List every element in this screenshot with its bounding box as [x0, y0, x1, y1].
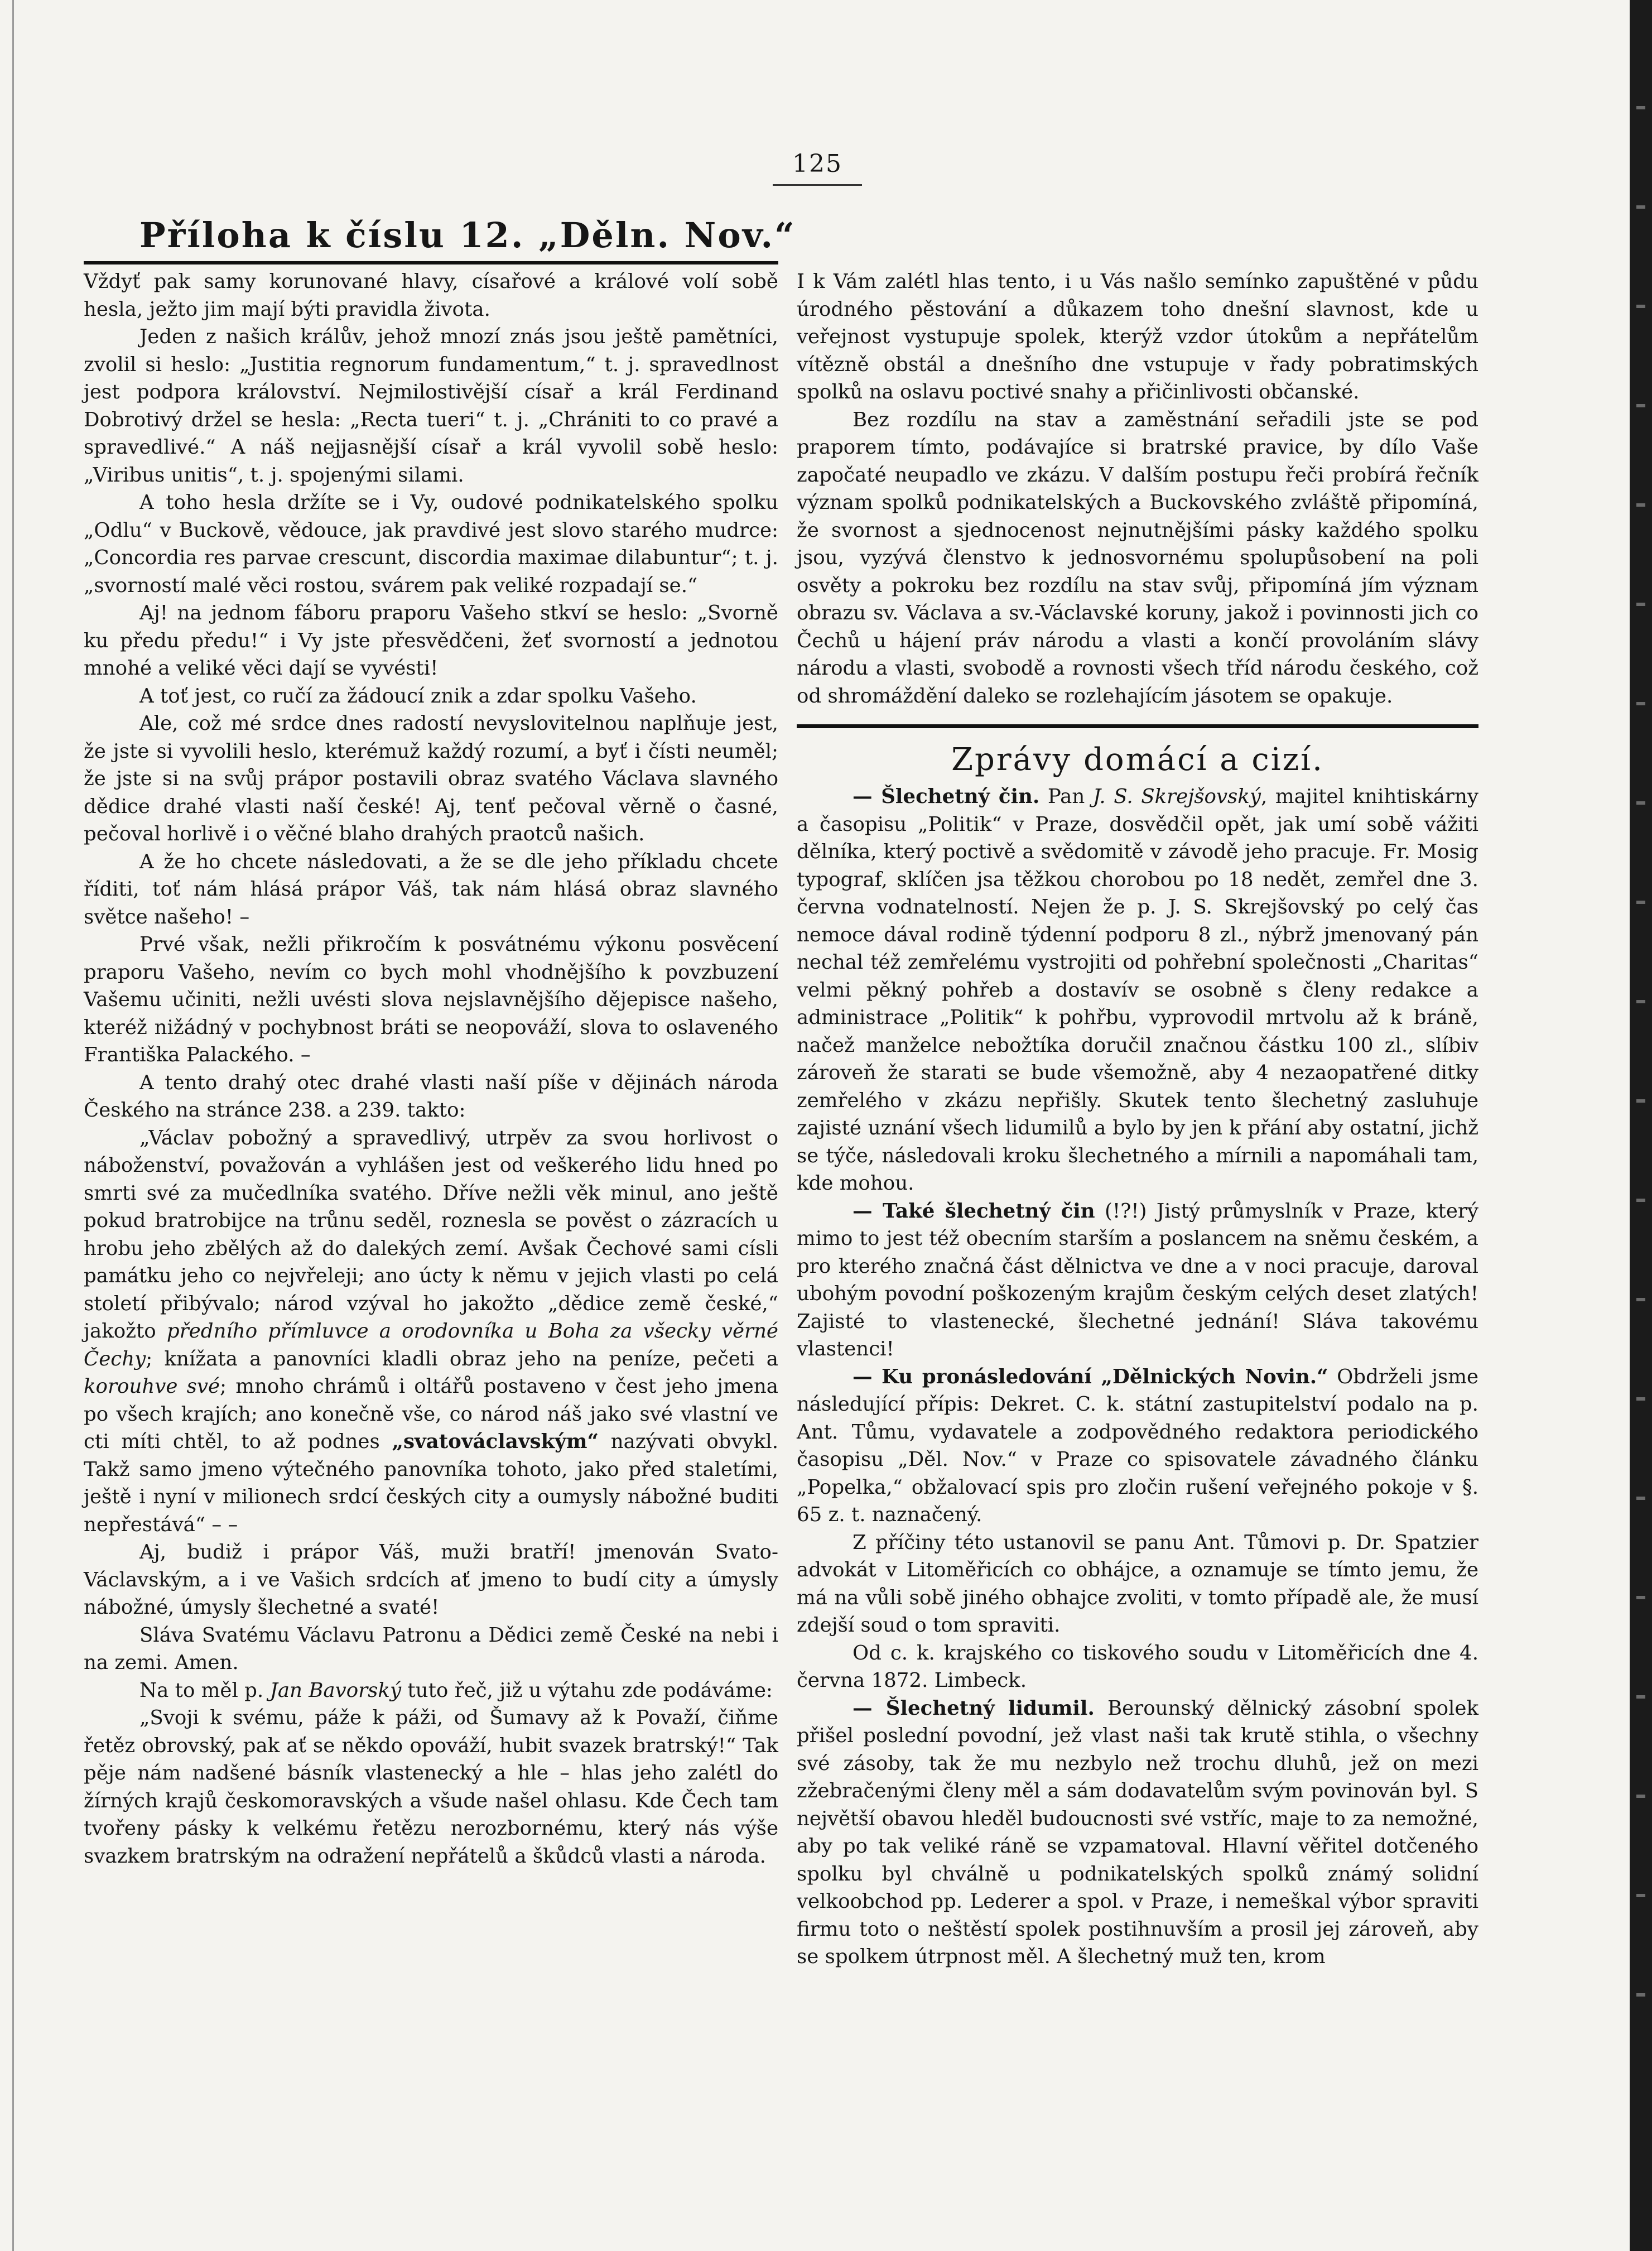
- right-column: [797, 268, 1478, 1971]
- scan-border-line: [12, 0, 14, 2251]
- paragraph: — Šlechetný lidumil. Berounský dělnický zásobní spolek přišel poslední povodní, jež vlast naši tak krutě stihla, o všechny své zásoby, tak že mu nezbylo než trochu dluhů, jež on mezi zžebračenými členy měl a sám dodavatelům svým povinován byl. S největší obavou hleděl budoucnosti své vstříc, maje to za nemožné, aby po tak veliké ráně se vzpamatoval. Hlavní věřitel dotčeného spolku byl chválně u podnikatelských spolků známý solidní velkoobchod pp. Lederer a spol. v Praze, i nemeškal výbor spraviti firmu toto o neštěstí spolek postihnuvším a prosil jej zároveň, aby se spolkem útrpnost měl. A šlechetný muž ten, krom: [797, 1696, 1478, 1968]
- paragraph: Vždyť pak samy korunované hlavy, císařové a králové volí sobě hesla, ježto jim mají býti pravidla života.: [84, 270, 778, 321]
- page-number: 125: [792, 150, 842, 178]
- heading-rule: [84, 261, 778, 264]
- paragraph: A toho hesla držíte se i Vy, oudové podnikatelského spolku „Odlu“ v Buckově, vědouce, jak pravdivé jest slovo starého mudrce: „Concordia res parvae crescunt, discordia maximae dilabuntur“; t. j. „svorností malé věci rostou, svárem pak veliké rozpadají se.“: [84, 491, 778, 597]
- paragraph: — Ku pronásledování „Dělnických Novin.“ Obdrželi jsme následující přípis: Dekret. C. k. státní zastupitelství podalo na p. Ant. Tůmu, vydavatele a zodpovědného redaktora periodického časopisu „Děl. Nov.“ v Praze co spisovatele závadného článku „Popelka,“ obžalovací spis pro zločin rušení veřejného pokoje v §. 65 z. t. naznačený.: [797, 1365, 1479, 1526]
- paragraph: Ale, což mé srdce dnes radostí nevyslovitelnou naplňuje jest, že jste si vyvolili heslo, kterémuž každý rozumí, a byť i čísti neuměl; že jste si na svůj prápor postavili obraz svatého Václava slavného dědice drahé vlasti naší české! Aj, tenť pečoval věrně o časné, pečoval horlivě i o věčné blaho drahých praotců našich.: [84, 712, 778, 845]
- paragraph: A toť jest, co ručí za žádoucí znik a zdar spolku Vašeho.: [139, 684, 697, 708]
- paragraph: I k Vám zalétl hlas tento, i u Vás našlo semínko zapuštěné v půdu úrodného pěstování a důkazem toho dnešní slavnost, kde u veřejnost vystupuje spolek, kterýž vzdor útokům a nepřátelům vítězně obstál a dnešního dne vstupuje v řady pobratimských spolků na oslavu poctivé snahy a přičinlivosti občanské.: [797, 270, 1478, 403]
- paragraph: — Šlechetný čin. Pan J. S. Skrejšovský, majitel knihtiskárny a časopisu „Politik“ v Praze, dosvědčil opět, jak umí sobě vážiti dělníka, který poctivě a svědomitě v závodě jeho pracuje. Fr. Mosig typograf, sklíčen jsa těžkou chorobou po 18 nedět, zemřel dne 3. června vodnatelností. Nejen že p. J. S. Skrejšovský po celý čas nemoce dával rodině týdenní podporu 8 zl., nýbrž jmenovaný pán nechal též zemřelému vystrojiti od pohřební společnosti „Charitas“ velmi pěkný pohřeb a dostavív se osobně s členy redakce a administrace „Politik“ k pohřbu, vyprovodil mrtvolu až k bráně, načež manželce nebožtíka doručil značnou částku 100 zl., slíbiv zároveň že starati se bude všemožně, aby 4 nezaopatřené ditky zemřelého v zkázu nepřišly. Skutek tento šlechetný zasluhuje zajisté uznání všech lidumilů a bylo by jen k přání aby ostatní, jichž se týče, následovali kroku šlechetného a mírnili a napomáhali tam, kde mohou.: [797, 785, 1478, 1195]
- paragraph: — Také šlechetný čin (!?!) Jistý průmyslník v Praze, který mimo to jest též obecním starším a poslancem na sněmu českém, a pro kterého značná část dělnictva ve dne a v noci pracuje, daroval ubohým povodní poškozeným krajům českým celých deset zlatých! Zajisté to vlastenecké, šlechetné jednání! Sláva takovému vlastenci!: [797, 1199, 1478, 1360]
- left-column: [84, 268, 778, 1870]
- paragraph: Prvé však, nežli přikročím k posvátnému výkonu posvěcení praporu Vašeho, nevím co bych mohl vhodnějšího k povzbuzení Vašemu učiniti, nežli uvésti slova nejslavnějšího dějepisce našeho, kteréž nižádný v pochybnost bráti se neopováží, slova to oslaveného Františka Palackého. –: [84, 933, 778, 1066]
- paragraph: Bez rozdílu na stav a zaměstnání seřadili jste se pod praporem tímto, podávajíce si bratrské pravice, by dílo Vaše započaté neupadlo ve zkázu. V dalším postupu řeči probírá řečník význam spolků podnikatelských a Buckovského zvláště připomíná, že svornost a sjednocenost nejnutnějšími pásky každého spolku jsou, vyzývá členstvo k jednosvornému spolupůsobení na poli osvěty a pokroku bez rozdílu na stav svůj, připomíná jím význam obrazu sv. Václava a sv.-Václavské koruny, jakož i povinnosti jich co Čechů u hájení práv národu a vlasti a končí provoláním slávy národu a vlasti, svobodě a rovnosti všech tříd národu českého, což od shromáždění daleko se rozlehajícím jásotem se opakuje.: [797, 408, 1478, 708]
- paragraph: „Václav pobožný a spravedlivý, utrpěv za svou horlivost o náboženství, považován a vyhlášen jest od veškerého lidu hned po smrti své za mučedlníka svatého. Dříve nežli věk minul, ano ještě pokud bratrobijce na trůnu seděl, roznesla se pověst o zázracích u hrobu jeho zbělých až do dalekých zemí. Avšak Čechové sami císli památku jeho co nejvřeleji; ano úcty k němu v jejich vlasti po celá století přibývalo; národ vzýval ho jakožto „dědice země české,“ jakožto předního přímluvce a orodovníka u Boha za všecky věrné Čechy; knížata a panovníci kladli obraz jeho na peníze, pečeti a korouhve své; mnoho chrámů i oltářů postaveno v čest jeho jmena po všech krajích; ano konečně vše, co národ náš jako své vlastní ve cti míti chtěl, to až podnes „svatováclavským“ nazývati obvykl. Takž samo jmeno výtečného panovníka tohoto, jako před staletími, ještě i nyní v milionech srdcí českých city a oumysly nábožné buditi nepřestává“ – –: [84, 1126, 779, 1536]
- paragraph: Aj! na jednom fáboru praporu Vašeho stkví se heslo: „Svorně ku předu předu!“ i Vy jste přesvědčeni, žeť svorností a jednotou mnohé a veliké věci dají se vyvésti!: [84, 602, 778, 680]
- paragraph: Sláva Svatému Václavu Patronu a Dědici země České na nebi i na zemi. Amen.: [84, 1623, 778, 1674]
- paragraph: A že ho chcete následovati, a že se dle jeho příkladu chcete říditi, toť nám hlásá prápor Váš, tak nám hlásá obraz slavného světce našeho! –: [84, 850, 778, 929]
- paragraph: Z příčiny této ustanovil se panu Ant. Tůmovi p. Dr. Spatzier advokát v Litoměřicích co obhájce, a oznamuje se tímto jemu, že má na vůli sobě jiného obhajce zvoliti, v tomto případě ale, že musí zdejší soud o tom spraviti.: [797, 1531, 1478, 1637]
- paragraph: „Svoji k svému, páže k páži, od Šumavy až k Považí, čiňme řetěz obrovský, pak ať se někdo opováží, hubit svazek bratrský!“ Tak pěje nám nadšené básník vlastenecký a hle – hlas jeho zalétl do žírných krajů českomoravských a všude našel ohlasu. Kde Čech tam tvořeny pásky k velkému řetězu nerozbornému, který nás výše svazkem bratrským na odražení nepřátelů a škůdců vlasti a národa.: [84, 1706, 778, 1868]
- scan-edge-strip: [1630, 0, 1652, 2251]
- paragraph: Jeden z našich králův, jehož mnozí znás jsou ještě pamětníci, zvolil si heslo: „Justitia regnorum fundamentum,“ t. j. spravedlnost jest podpora království. Nejmilostivější císař a král Ferdinand Dobrotivý držel se hesla: „Recta tueri“ t. j. „Chrániti to co pravé a spravedlivé.“ A náš nejjasnější císař a král vyvolil sobě heslo: „Viribus unitis“, t. j. spojenými silami.: [84, 325, 778, 487]
- paragraph: Na to měl p. Jan Bavorský tuto řeč, již u výtahu zde podáváme:: [139, 1678, 773, 1702]
- paragraph: Aj, budiž i prápor Váš, muži bratří! jmenován Svato-Václavským, a i ve Vašich srdcích ať jmeno to budí city a úmysly nábožné, úmysly šlechetné a svaté!: [84, 1541, 778, 1619]
- page-heading: Příloha k číslu 12. „Děln. Nov.“: [139, 215, 796, 256]
- section-title: Zprávy domácí a cizí.: [951, 742, 1324, 778]
- section-divider: [797, 724, 1478, 728]
- scan-edge-marks: [1636, 106, 1645, 2171]
- page-number-rule: [773, 184, 862, 186]
- paragraph: A tento drahý otec drahé vlasti naší píše v dějinách národa Českého na stránce 238. a 239. takto:: [84, 1071, 778, 1122]
- paragraph: Od c. k. krajského co tiskového soudu v Litoměřicích dne 4. června 1872. Limbeck.: [797, 1641, 1478, 1692]
